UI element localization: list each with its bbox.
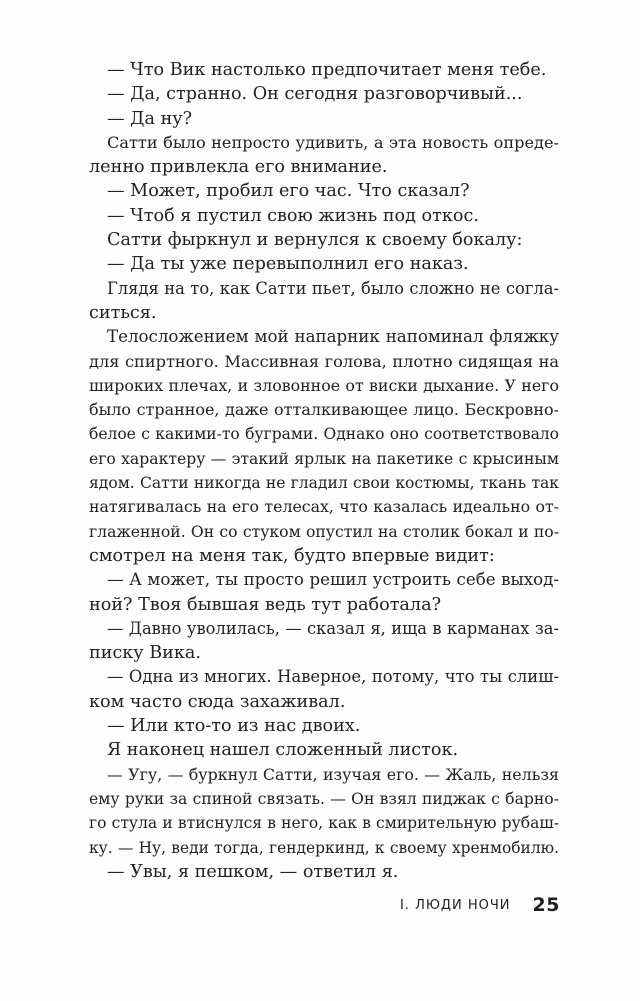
text-line: было странное, даже отталкивающее лицо. Бескровно- — [89, 400, 559, 420]
body-text — [89, 58, 559, 884]
text-line: Сатти фыркнул и вернулся к своему бокалу: — [107, 230, 523, 251]
text-line: Телосложением мой напарник напоминал фляжку — [107, 327, 559, 347]
text-line: — Или кто-то из нас двоих. — [107, 716, 361, 737]
text-line: ситься. — [89, 302, 157, 323]
text-line: ядом. Сатти никогда не гладил свои костюмы, ткань так — [89, 474, 559, 493]
text-line: — Да ты уже перевыполнил его наказ. — [107, 254, 469, 275]
text-line: Я наконец нашел сложенный листок. — [107, 740, 459, 761]
text-line: — Что Вик настолько предпочитает меня тебе. — [107, 60, 547, 80]
text-line: Сатти было непросто удивить, а эта новость опреде- — [107, 132, 559, 152]
text-line: — Да, странно. Он сегодня разговорчивый... — [107, 84, 523, 105]
text-line: — Давно уволилась, — сказал я, ища в карманах за- — [107, 618, 559, 638]
text-line: — А может, ты просто решил устроить себе выход- — [107, 570, 559, 590]
text-line: ной? Твоя бывшая ведь тут работала? — [89, 594, 442, 615]
text-line: писку Вика. — [89, 643, 201, 664]
text-line: Глядя на то, как Сатти пьет, было сложно не согла- — [107, 278, 559, 298]
text-line: для спиртного. Массивная голова, плотно сидящая на — [89, 351, 559, 371]
text-line: — Увы, я пешком, — ответил я. — [107, 861, 399, 882]
text-line: — Одна из многих. Наверное, потому, что ты слиш- — [107, 667, 559, 687]
text-line: глаженной. Он со стуком опустил на столик бокал и по- — [89, 521, 559, 541]
text-line: смотрел на меня так, будто впервые видит: — [89, 545, 495, 566]
text-line: го стула и втиснулся в него, как в смирительную рубаш- — [89, 814, 559, 833]
text-line: — Может, пробил его час. Что сказал? — [107, 181, 470, 202]
text-line: натягивалась на его телесах, что казалась идеально от- — [89, 497, 559, 517]
text-line: ку. — Ну, веди тогда, гендеркинд, к своему хренмобилю. — [89, 838, 559, 857]
text-line: ком часто сюда захаживал. — [89, 691, 346, 712]
running-head: I. ЛЮДИ НОЧИ — [399, 897, 511, 913]
text-line: ленно привлекла его внимание. — [89, 157, 388, 178]
page-number: 25 — [532, 894, 560, 916]
text-line: его характеру — этакий ярлык на пакетике с крысиным — [89, 448, 559, 468]
page-footer — [380, 893, 560, 917]
text-line: — Да ну? — [107, 108, 193, 129]
text-line: широких плечах, и зловонное от виски дыхание. У него — [89, 375, 559, 395]
text-line: ему руки за спиной связать. — Он взял пиджак с барно- — [89, 788, 559, 808]
text-line: белое с какими-то буграми. Однако оно соответствовало — [89, 425, 559, 444]
text-line: — Угу, — буркнул Сатти, изучая его. — Жаль, нельзя — [107, 764, 559, 784]
text-line: — Чтоб я пустил свою жизнь под откос. — [107, 205, 479, 226]
